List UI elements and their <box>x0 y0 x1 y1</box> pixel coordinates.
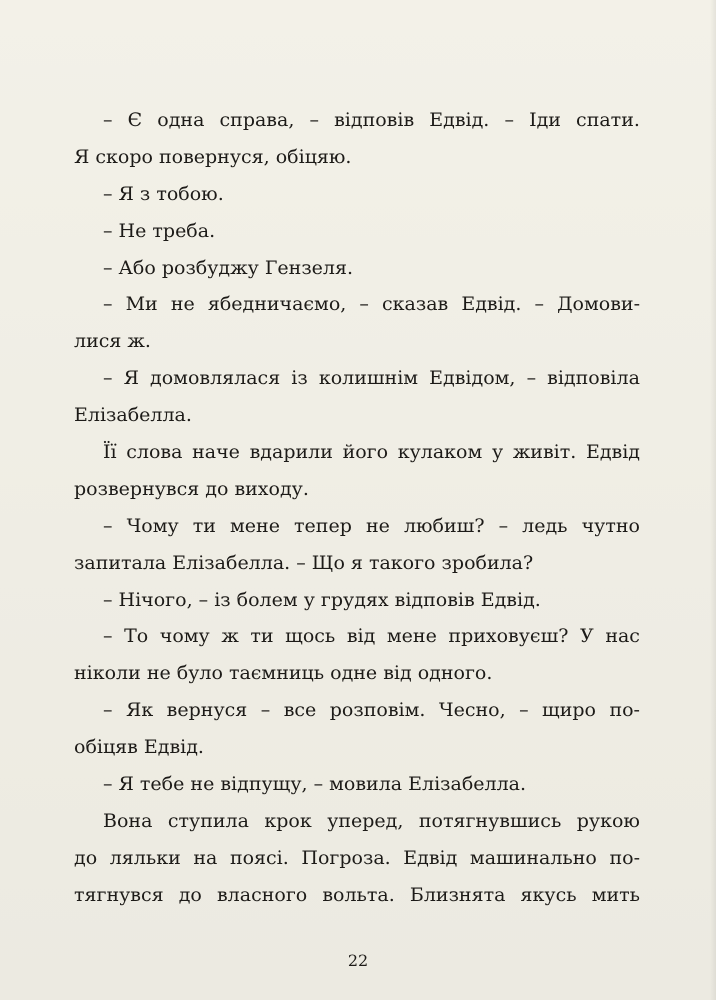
text-line: – Я з тобою. <box>103 182 224 205</box>
text-line: Її слова наче вдарили його кулаком у живіт. Едвід <box>103 441 640 464</box>
text-line: – Нічого, – із болем у грудях відповів Едвід. <box>103 588 541 611</box>
text-line: – Я тебе не відпущу, – мовила Елізабелла. <box>103 773 527 796</box>
text-line: лися ж. <box>74 330 151 353</box>
text-line: обіцяв Едвід. <box>74 736 204 759</box>
page-edge-shadow <box>710 0 716 1000</box>
page-body-text <box>74 102 640 914</box>
text-line: ніколи не було таємниць одне від одного. <box>74 662 493 685</box>
text-line: – Як вернуся – все розповім. Чесно, – щиро по- <box>103 699 640 722</box>
text-line: – Або розбуджу Гензеля. <box>103 256 354 279</box>
text-line: розвернувся до виходу. <box>74 477 309 500</box>
text-line: – Не треба. <box>103 219 216 242</box>
text-line: тягнувся до власного вольта. Близнята якусь мить <box>74 883 640 906</box>
text-line: – Ми не ябедничаємо, – сказав Едвід. – Домови- <box>103 293 640 316</box>
page-number: 22 <box>347 951 369 970</box>
text-line: – То чому ж ти щось від мене приховуєш? У нас <box>103 625 640 648</box>
text-line: Вона ступила крок уперед, потягнувшись рукою <box>103 809 640 832</box>
text-line: запитала Елізабелла. – Що я такого зробила? <box>74 551 534 574</box>
text-line: – Я домовлялася із колишнім Едвідом, – відповіла <box>103 367 640 390</box>
text-line: – Є одна справа, – відповів Едвід. – Іди спати. <box>103 109 640 131</box>
text-line: до ляльки на поясі. Погроза. Едвід машинально по- <box>74 846 640 869</box>
text-line: Елізабелла. <box>74 404 192 427</box>
text-line: Я скоро повернуся, обіцяю. <box>74 145 352 168</box>
text-line: – Чому ти мене тепер не любиш? – ледь чутно <box>103 514 640 537</box>
